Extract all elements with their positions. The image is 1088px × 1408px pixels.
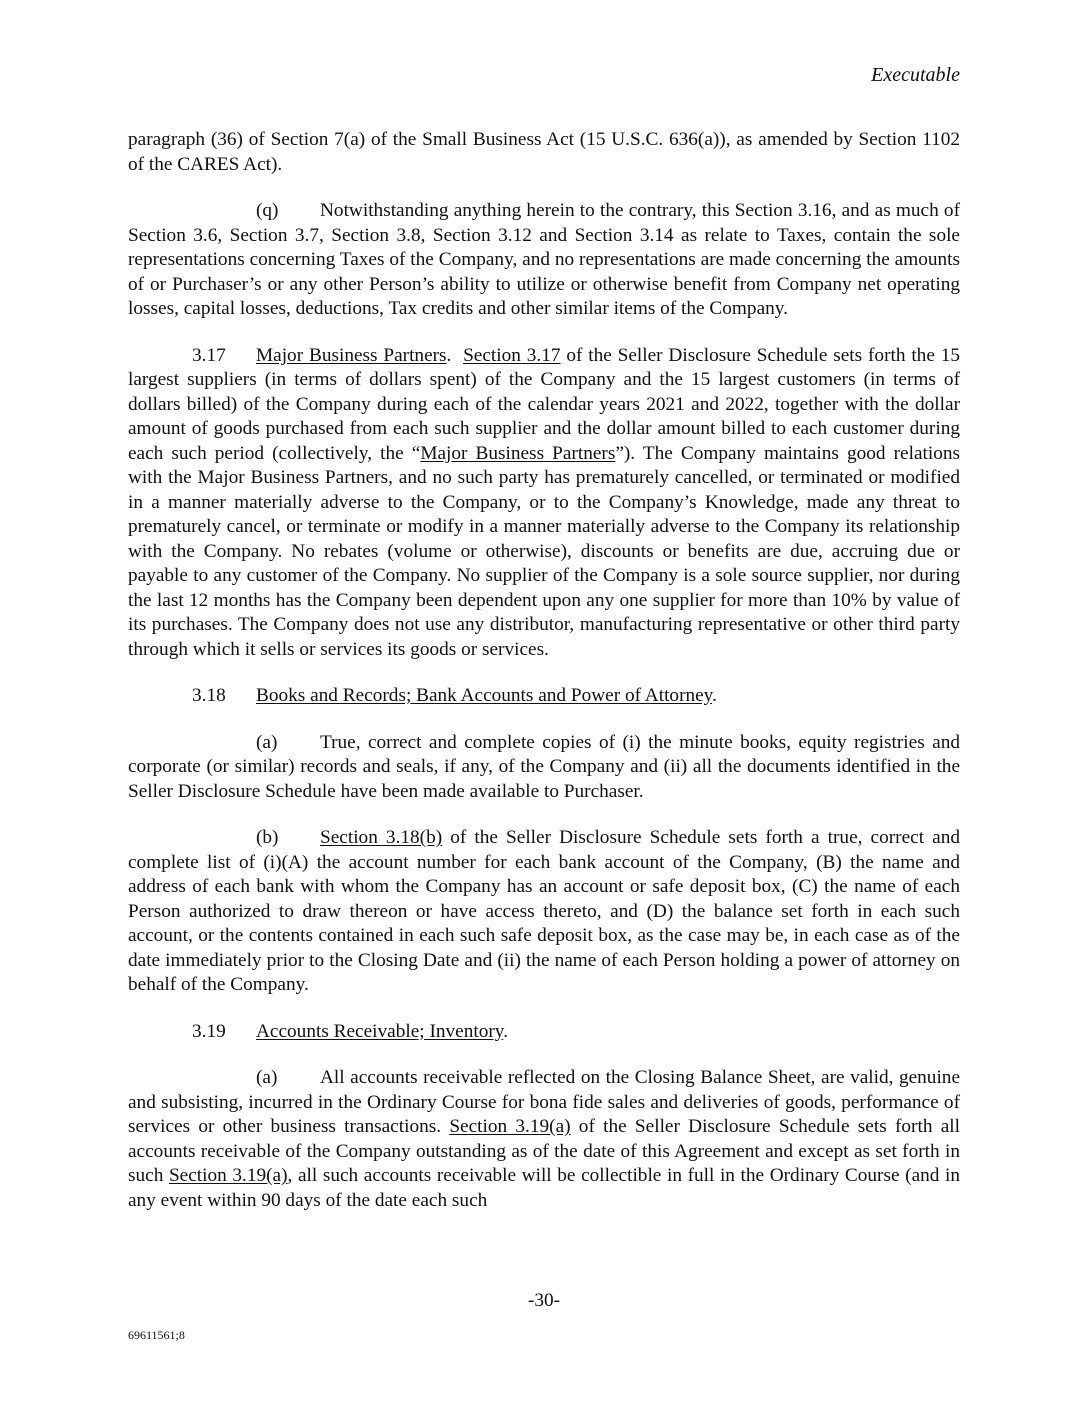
section-3-19-a — [128, 1066, 960, 1213]
section-3-19-heading — [128, 1020, 960, 1045]
page-number: -30- — [527, 1290, 561, 1311]
section-number: 3.18 — [192, 685, 226, 706]
document-body — [128, 128, 960, 1235]
paragraph-text: of the Seller Disclosure Schedule sets forth a true, correct and complete list of (i)(A) the account number for each bank account of the Company, (B) the name and address of each bank with whom the Company has an account or safe deposit box, (C) the name of each Person authorized to draw thereon or have access thereto, and (D) the balance set forth in each such account, or the contents contained in each such safe deposit box, as the case may be, in each case as of the date immediately prior to the Closing Date and (ii) the name of each Person holding a power of attorney on behalf of the Company. — [128, 827, 960, 995]
paragraph-text: ”). The Company maintains good relations with the Major Business Partners, and no such party has prematurely cancelled, or terminated or modified in a manner materially adverse to the Company, or to the Company’s Knowledge, made any threat to prematurely cancel, or terminate or modify in a manner materially adverse to the Company its relationship with the Company. No rebates (volume or otherwise), discounts or benefits are due, accruing due or payable to any customer of the Company. No supplier of the Company is a sole source supplier, nor during the last 12 months has the Company been dependent upon any one supplier for more than 10% by value of its purchases. The Company does not use any distributor, manufacturing representative or other third party through which it sells or services its goods or services. — [128, 442, 961, 660]
section-reference: Section 3.19(a) — [449, 1116, 571, 1137]
paragraph-text: True, correct and complete copies of (i) the minute books, equity registries and corporate (or similar) records and seals, if any, of the Company and (ii) all the documents identified in the Seller Disclosure Schedule have been made available to Purchaser. — [128, 731, 960, 802]
section-3-18-heading — [128, 684, 960, 709]
heading-punctuation: . — [446, 344, 452, 366]
section-3-17 — [128, 344, 960, 663]
section-reference: Section 3.18(b) — [320, 827, 443, 848]
section-heading: Major Business Partners — [256, 344, 447, 366]
section-heading: Books and Records; Bank Accounts and Power of Attorney — [256, 685, 713, 706]
section-number: 3.19 — [192, 1020, 226, 1042]
heading-punctuation: . — [712, 685, 717, 706]
defined-term: Major Business Partners — [420, 442, 616, 464]
clause-number: (q) — [256, 200, 279, 221]
header-label: Executable — [871, 64, 960, 86]
section-3-18-b — [128, 826, 960, 998]
paragraph-3-16-q — [128, 199, 960, 322]
paragraph-continuation — [128, 128, 960, 177]
paragraph-text: Notwithstanding anything herein to the contrary, this Section 3.16, and as much of Section 3.6, Section 3.7, Section 3.8, Section 3.12 and Section 3.14 as relate to Taxes, contain the sole representations concerning Taxes of the Company, and no representations are made concerning the amounts of or Purchaser’s or any other Person’s ability to utilize or otherwise benefit from Company net operating losses, capital losses, deductions, Tax credits and other similar items of the Company. — [128, 200, 960, 319]
paragraph-text: , all such accounts receivable will be collectible in full in the Ordinary Course (and in any event within 90 days of the date each such — [128, 1165, 961, 1211]
clause-number: (a) — [256, 731, 278, 753]
section-reference: Section 3.17 — [463, 344, 561, 366]
section-reference: Section 3.19(a) — [168, 1165, 288, 1186]
section-heading: Accounts Receivable; Inventory — [256, 1020, 504, 1042]
clause-number: (b) — [256, 827, 279, 848]
paragraph-text: of the Seller Disclosure Schedule sets forth all accounts receivable of the Company outstanding as of the date of this Agreement and except as set forth in such — [128, 1116, 960, 1186]
paragraph-text: of the Seller Disclosure Schedule sets forth the 15 largest suppliers (in terms of dollars spent) of the Company and the 15 largest customers (in terms of dollars billed) of the Company during each of the calendar years 2021 and 2022, together with the dollar amount of goods purchased from each such supplier and the dollar amount billed to each customer during each such period (collectively, the “ — [128, 344, 960, 464]
heading-punctuation: . — [503, 1020, 509, 1042]
clause-number: (a) — [256, 1067, 278, 1088]
section-3-18-a — [128, 731, 960, 805]
document-id: 69611561;8 — [128, 1328, 185, 1342]
paragraph-text: All accounts receivable reflected on the Closing Balance Sheet, are valid, genuine and subsisting, incurred in the Ordinary Course for bona fide sales and deliveries of goods, performance of services or other business transactions. — [128, 1067, 960, 1137]
section-number: 3.17 — [192, 344, 226, 366]
paragraph-text: paragraph (36) of Section 7(a) of the Small Business Act (15 U.S.C. 636(a)), as amended by Section 1102 of the CARES Act). — [128, 129, 960, 175]
